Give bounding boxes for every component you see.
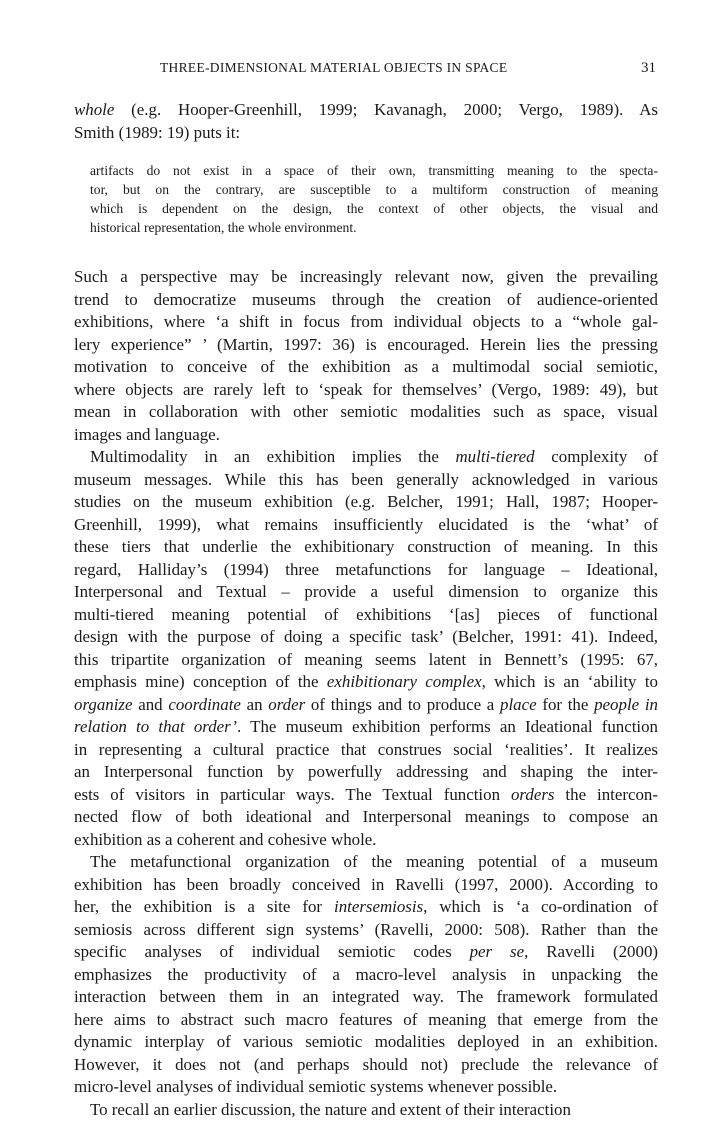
text-line: micro-level analyses of individual semiotic systems whenever possible.: [74, 1077, 558, 1096]
text-line: these tiers that underlie the exhibitionary construction of meaning. In this: [74, 537, 658, 556]
text-line: studies on the museum exhibition (e.g. Belcher, 1991; Hall, 1987; Hooper-: [74, 492, 658, 511]
paragraph-2: [74, 446, 658, 851]
running-title: THREE-DIMENSIONAL MATERIAL OBJECTS IN SPACE: [160, 60, 508, 75]
paragraph-4: [74, 1099, 658, 1122]
paragraph-1: [74, 266, 658, 446]
body-text: [74, 266, 658, 1121]
block-quote: [90, 161, 658, 237]
opening-paragraph: [74, 99, 658, 144]
text-line: nected flow of both ideational and Interpersonal meanings to compose an: [74, 807, 658, 826]
text-line: relation to that order’. The museum exhibition performs an Ideational function: [74, 717, 658, 736]
page-number: 31: [641, 60, 656, 76]
text-line: The metafunctional organization of the meaning potential of a museum: [90, 852, 658, 871]
text-line: emphasizes the productivity of a macro-level analysis in unpacking the: [74, 964, 658, 984]
text-line: However, it does not (and perhaps should not) preclude the relevance of: [74, 1054, 658, 1074]
quote-line: historical representation, the whole environment.: [90, 220, 357, 235]
text-line: multi-tiered meaning potential of exhibitions ‘[as] pieces of functional: [74, 604, 658, 624]
text-line: exhibitions, where ‘a shift in focus from individual objects to a “whole gal-: [74, 312, 658, 331]
text-line: this tripartite organization of meaning seems latent in Bennett’s (1995: 67,: [74, 649, 658, 669]
text-line: images and language.: [74, 424, 220, 444]
text-line: in representing a cultural practice that construes social ‘realities’. It realizes: [74, 739, 658, 759]
text-line: organize and coordinate an order of things and to produce a place for the people in: [74, 694, 658, 714]
text-line: Greenhill, 1999), what remains insufficiently elucidated is the ‘what’ of: [74, 514, 658, 534]
text-line: semiosis across different sign systems’ (Ravelli, 2000: 508). Rather than the: [74, 919, 658, 939]
text-line: an Interpersonal function by powerfully addressing and shaping the inter-: [74, 762, 658, 781]
page-header: [0, 60, 728, 80]
text-line: To recall an earlier discussion, the nature and extent of their interaction: [90, 1099, 571, 1119]
quote-line: which is dependent on the design, the context of other objects, the visual and: [90, 201, 658, 216]
text-line: motivation to conceive of the exhibition as a multimodal social semiotic,: [74, 357, 658, 376]
text-line: emphasis mine) conception of the exhibitionary complex, which is an ‘ability to: [74, 672, 658, 691]
text-line: exhibition as a coherent and cohesive whole.: [74, 829, 377, 849]
text-line: Smith (1989: 19) puts it:: [74, 122, 241, 142]
text-line: regard, Halliday’s (1994) three metafunctions for language – Ideational,: [74, 559, 658, 579]
text-line: museum messages. While this has been generally acknowledged in various: [74, 469, 658, 489]
text-line: ests of visitors in particular ways. The Textual function orders the intercon-: [74, 784, 658, 804]
text-line: where objects are rarely left to ‘speak for themselves’ (Vergo, 1989: 49), but: [74, 379, 658, 399]
text-line: mean in collaboration with other semiotic modalities such as space, visual: [74, 402, 658, 421]
text-line: here aims to abstract such macro features of meaning that emerge from the: [74, 1009, 658, 1029]
text-line: Interpersonal and Textual – provide a useful dimension to organize this: [74, 582, 658, 601]
quote-line: tor, but on the contrary, are susceptible to a multiform construction of meaning: [90, 182, 658, 197]
text-line: Multimodality in an exhibition implies the multi-tiered complexity of: [90, 447, 658, 466]
paragraph-3: [74, 851, 658, 1099]
text-line: Such a perspective may be increasingly relevant now, given the prevailing: [74, 267, 658, 286]
text-line: interaction between them in an integrated way. The framework formulated: [74, 987, 658, 1006]
text-line: her, the exhibition is a site for intersemiosis, which is ‘a co-ordination of: [74, 897, 658, 916]
text-line: whole (e.g. Hooper-Greenhill, 1999; Kavanagh, 2000; Vergo, 1989). As: [74, 100, 658, 119]
text-line: exhibition has been broadly conceived in Ravelli (1997, 2000). According to: [74, 874, 658, 894]
text-line: dynamic interplay of various semiotic modalities deployed in an exhibition.: [74, 1032, 658, 1051]
text-line: specific analyses of individual semiotic codes per se, Ravelli (2000): [74, 942, 658, 961]
text-line: lery experience” ’ (Martin, 1997: 36) is encouraged. Herein lies the pressing: [74, 334, 658, 354]
quote-line: artifacts do not exist in a space of their own, transmitting meaning to the specta-: [90, 163, 658, 178]
text-line: trend to democratize museums through the creation of audience-oriented: [74, 289, 658, 309]
text-line: design with the purpose of doing a specific task’ (Belcher, 1991: 41). Indeed,: [74, 627, 658, 646]
